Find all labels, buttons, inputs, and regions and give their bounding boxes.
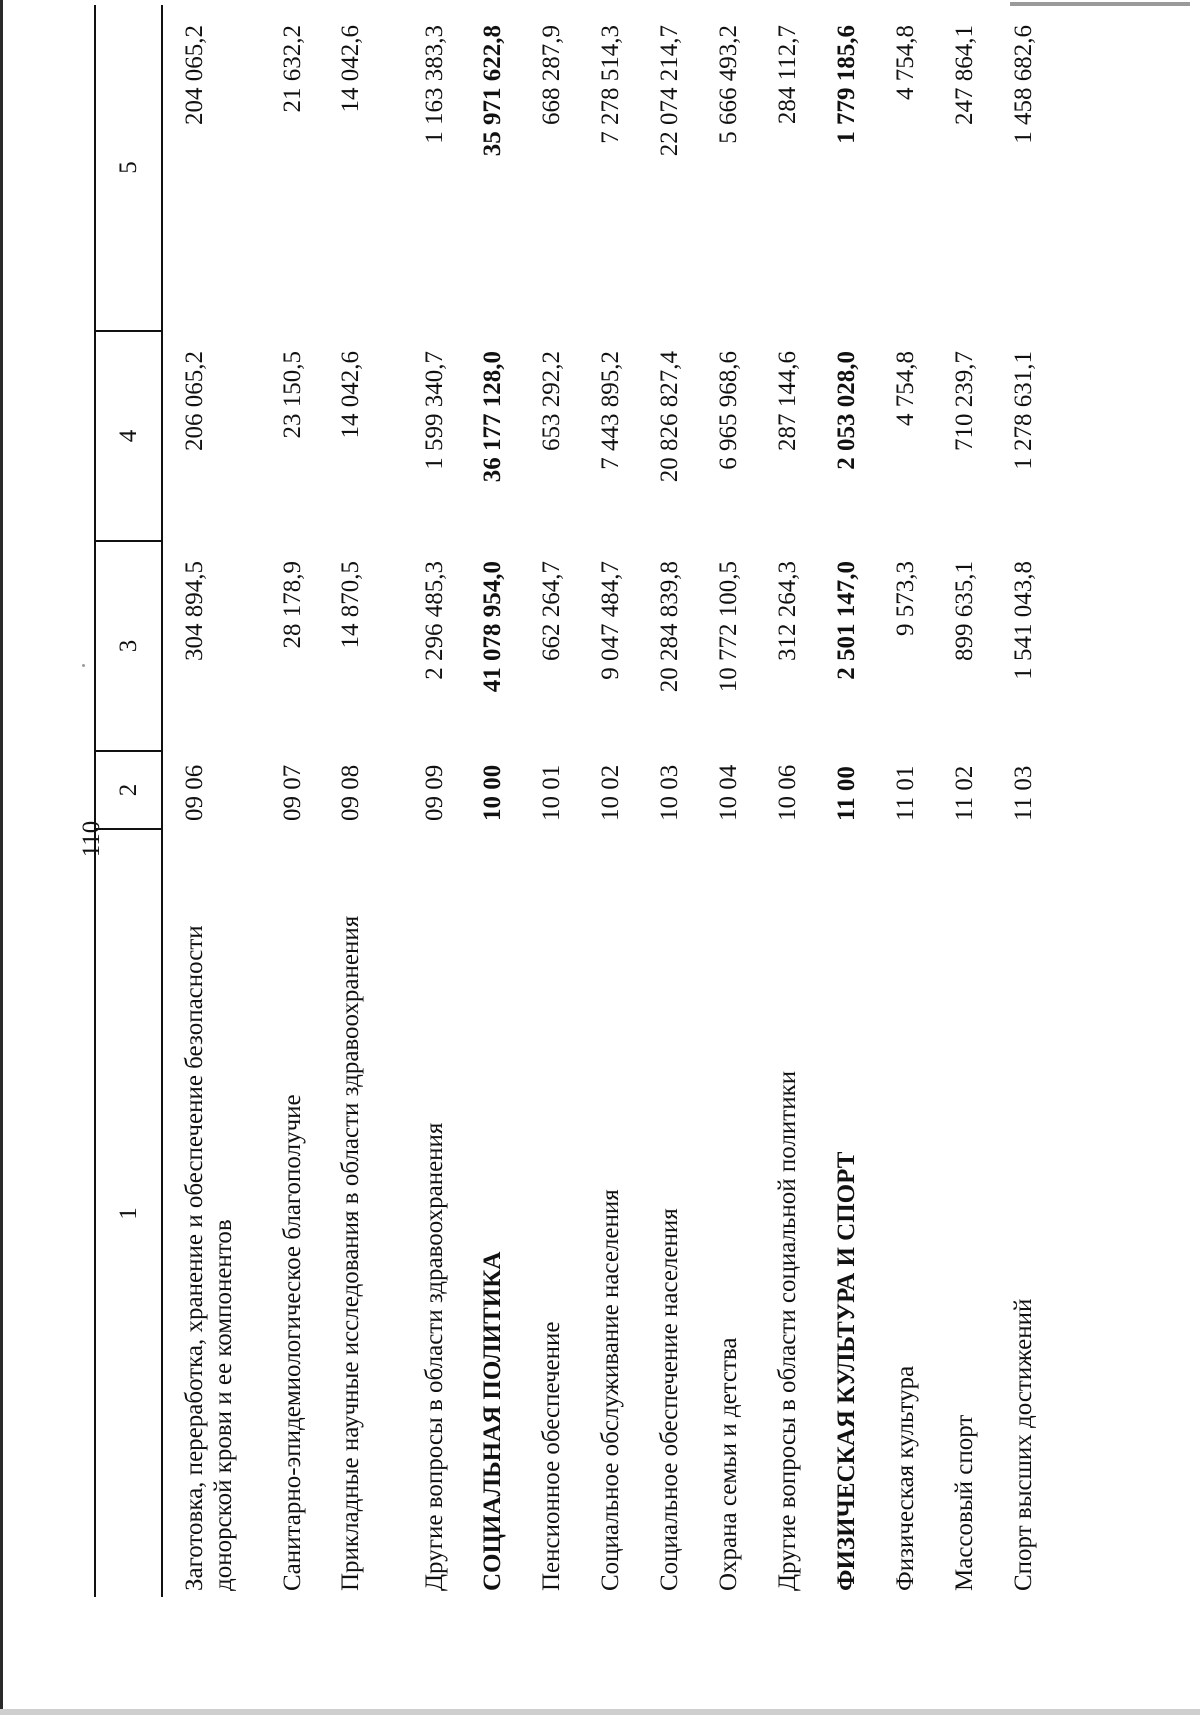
row-code: 09 07	[279, 764, 306, 821]
row-code: 11 00	[833, 766, 860, 821]
page-number: 110	[78, 820, 105, 858]
row-value-col4: 1 278 631,1	[1010, 351, 1037, 470]
row-name: Физическая культура	[892, 1365, 919, 1591]
row-value-col4: 14 042,6	[337, 351, 364, 439]
row-name: Санитарно-эпидемиологическое благополучие	[279, 1094, 306, 1591]
row-value-col4: 1 599 340,7	[421, 351, 448, 470]
row-value-col4: 2 053 028,0	[833, 351, 860, 470]
row-name: Прикладные научные исследования в области здравоохранения	[337, 915, 364, 1591]
row-code: 09 08	[337, 764, 364, 821]
row-name: Заготовка, переработка, хранение и обеспечение безопасности донорской крови и ее компонентов	[181, 925, 237, 1591]
table-header	[95, 5, 162, 1597]
table-body	[162, 5, 1058, 1597]
header-col-1: 1	[95, 829, 162, 1597]
row-value-col5: 35 971 622,8	[479, 25, 506, 157]
row-name: СОЦИАЛЬНАЯ ПОЛИТИКА	[479, 1251, 506, 1591]
table-row	[162, 5, 268, 1597]
row-value-col5: 5 666 493,2	[715, 25, 742, 144]
table-row	[881, 5, 940, 1597]
row-name: Массовый спорт	[951, 1414, 978, 1591]
row-value-col4: 4 754,8	[892, 351, 919, 426]
row-name: Другие вопросы в области социальной политики	[774, 1070, 801, 1591]
table-row	[527, 5, 586, 1597]
row-code: 10 01	[538, 764, 565, 821]
table-row	[410, 5, 468, 1597]
row-value-col3: 2 501 147,0	[833, 561, 860, 680]
row-value-col5: 247 864,1	[951, 25, 978, 125]
row-value-col5: 22 074 214,7	[656, 25, 683, 157]
row-value-col5: 4 754,8	[892, 25, 919, 100]
row-value-col4: 710 239,7	[951, 351, 978, 451]
row-value-col3: 9 047 484,7	[597, 561, 624, 680]
row-value-col4: 206 065,2	[181, 351, 208, 451]
row-value-col3: 41 078 954,0	[479, 561, 506, 693]
row-name: Охрана семьи и детства	[715, 1337, 742, 1591]
row-value-col4: 20 826 827,4	[656, 351, 683, 483]
row-value-col5: 1 163 383,3	[421, 25, 448, 144]
row-name: Социальное обеспечение населения	[656, 1208, 683, 1591]
header-col-2: 2	[95, 751, 162, 829]
row-code: 10 02	[597, 764, 624, 821]
table-row	[704, 5, 763, 1597]
table-row	[326, 5, 410, 1597]
row-value-col5: 1 779 185,6	[833, 25, 860, 144]
row-name: Пенсионное обеспечение	[538, 1321, 565, 1591]
header-col-5: 5	[95, 5, 162, 331]
row-value-col3: 20 284 839,8	[656, 561, 683, 693]
row-value-col3: 1 541 043,8	[1010, 561, 1037, 680]
row-code: 10 00	[479, 764, 506, 821]
row-value-col3: 2 296 485,3	[421, 561, 448, 680]
table-row	[645, 5, 704, 1597]
row-value-col5: 204 065,2	[181, 25, 208, 125]
header-col-3: 3	[95, 541, 162, 751]
row-value-col5: 7 278 514,3	[597, 25, 624, 144]
section-row	[468, 5, 527, 1597]
row-value-col5: 1 458 682,6	[1010, 25, 1037, 144]
row-value-col5: 284 112,7	[774, 25, 801, 125]
row-code: 11 02	[951, 765, 978, 821]
row-code: 10 04	[715, 764, 742, 821]
row-value-col4: 7 443 895,2	[597, 351, 624, 470]
row-code: 10 03	[656, 764, 683, 821]
table-row	[586, 5, 645, 1597]
table-row	[999, 5, 1058, 1597]
row-value-col4: 287 144,6	[774, 351, 801, 451]
row-name: Социальное обслуживание населения	[597, 1189, 624, 1591]
row-value-col3: 312 264,3	[774, 561, 801, 661]
row-value-col4: 23 150,5	[279, 351, 306, 439]
row-value-col3: 899 635,1	[951, 561, 978, 661]
table-row	[940, 5, 999, 1597]
row-value-col3: 662 264,7	[538, 561, 565, 661]
row-value-col3: 28 178,9	[279, 561, 306, 649]
budget-table	[94, 5, 1058, 1597]
row-value-col3: 304 894,5	[181, 561, 208, 661]
row-code: 09 09	[421, 764, 448, 821]
row-value-col5: 21 632,2	[279, 25, 306, 113]
row-value-col4: 36 177 128,0	[479, 351, 506, 483]
header-col-4: 4	[95, 331, 162, 541]
row-name: Другие вопросы в области здравоохранения	[421, 1122, 448, 1591]
row-value-col4: 6 965 968,6	[715, 351, 742, 470]
table-row	[763, 5, 822, 1597]
row-value-col5: 14 042,6	[337, 25, 364, 113]
row-value-col5: 668 287,9	[538, 25, 565, 125]
row-value-col3: 14 870,5	[337, 561, 364, 649]
row-name: ФИЗИЧЕСКАЯ КУЛЬТУРА И СПОРТ	[833, 1151, 860, 1591]
row-value-col3: 9 573,3	[892, 561, 919, 636]
row-code: 10 06	[774, 764, 801, 821]
table-row	[268, 5, 326, 1597]
row-name: Спорт высших достижений	[1010, 1298, 1037, 1591]
row-value-col3: 10 772 100,5	[715, 561, 742, 693]
section-row	[822, 5, 881, 1597]
row-code: 09 06	[181, 764, 208, 821]
row-code: 11 01	[892, 765, 919, 821]
row-value-col4: 653 292,2	[538, 351, 565, 451]
row-code: 11 03	[1010, 765, 1037, 821]
